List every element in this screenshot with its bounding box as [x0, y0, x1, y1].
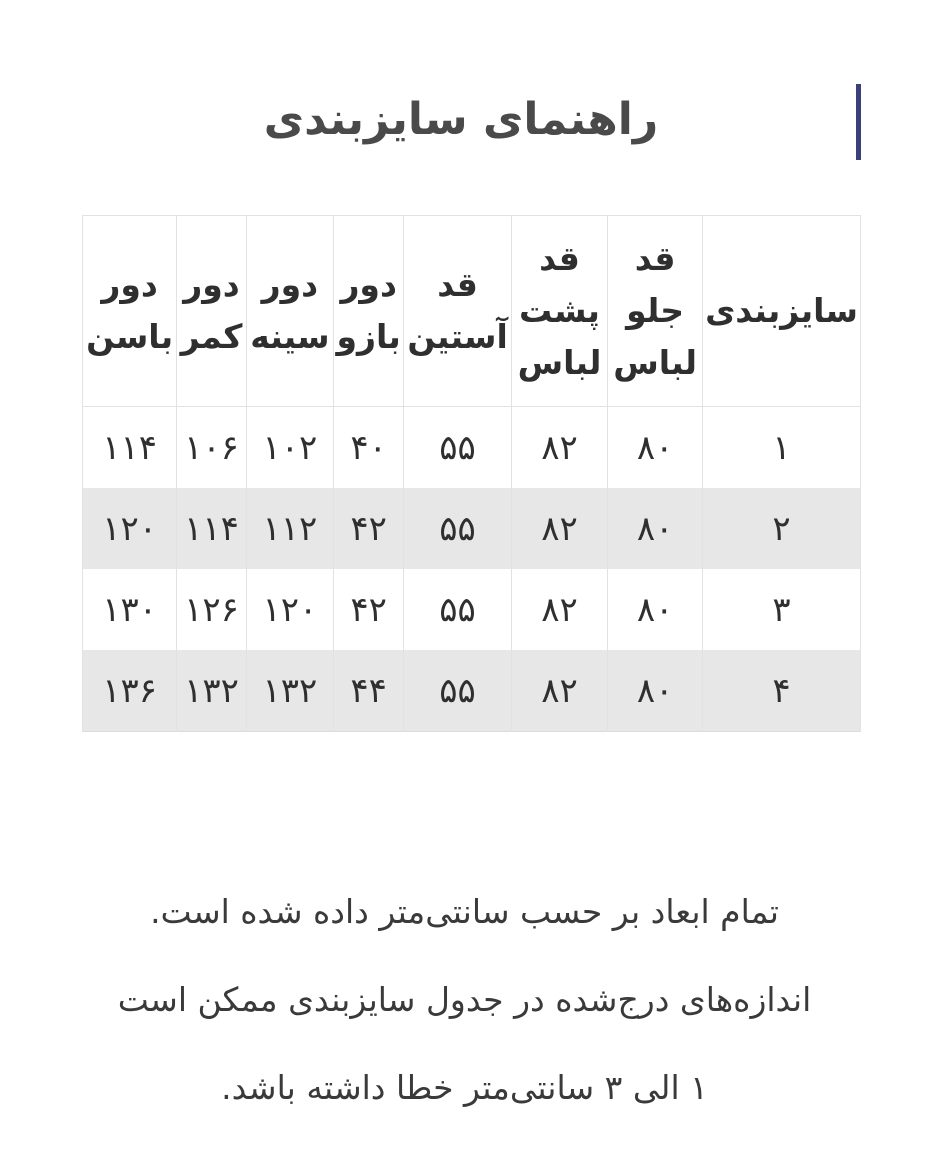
table-cell: ۱۱۴ — [177, 488, 247, 569]
size-chart-table — [82, 215, 861, 732]
column-header-front-length: قد جلو لباس — [608, 216, 703, 407]
column-header-hip-circumference: دور باسن — [83, 216, 177, 407]
column-header-sleeve-length: قد آستین — [404, 216, 512, 407]
table-cell: ۱۲۰ — [83, 488, 177, 569]
table-cell: ۱۳۶ — [83, 650, 177, 732]
table-cell: ۱۰۶ — [177, 407, 247, 489]
table-cell: ۱۱۲ — [246, 488, 333, 569]
note-line: تمام ابعاد بر حسب سانتی‌متر داده شده است. — [150, 892, 779, 931]
table-cell: ۵۵ — [404, 407, 512, 489]
table-cell: ۱۳۰ — [83, 569, 177, 650]
page-title-block — [61, 84, 861, 160]
column-header-size: سایزبندی — [703, 216, 861, 407]
table-cell: ۱ — [703, 407, 861, 489]
table-cell: ۸۰ — [608, 650, 703, 732]
table-cell: ۸۰ — [608, 488, 703, 569]
table-cell: ۴۴ — [334, 650, 404, 732]
table-cell: ۸۰ — [608, 569, 703, 650]
table-row — [83, 650, 861, 732]
table-cell: ۴۲ — [334, 569, 404, 650]
table-cell: ۸۲ — [511, 650, 607, 732]
table-cell: ۸۲ — [511, 569, 607, 650]
table-row — [83, 407, 861, 489]
table-cell: ۵۵ — [404, 488, 512, 569]
table-cell: ۱۰۲ — [246, 407, 333, 489]
table-cell: ۱۱۴ — [83, 407, 177, 489]
table-cell: ۵۵ — [404, 569, 512, 650]
table-cell: ۴۲ — [334, 488, 404, 569]
page-title: راهنمای سایزبندی — [263, 94, 659, 145]
table-cell: ۱۳۲ — [246, 650, 333, 732]
column-header-chest-circumference: دور سینه — [246, 216, 333, 407]
table-cell: ۱۲۰ — [246, 569, 333, 650]
column-header-waist-circumference: دور کمر — [177, 216, 247, 407]
table-cell: ۵۵ — [404, 650, 512, 732]
table-cell: ۲ — [703, 488, 861, 569]
table-row — [83, 569, 861, 650]
column-header-back-length: قد پشت لباس — [511, 216, 607, 407]
table-row — [83, 488, 861, 569]
table-cell: ۱۲۶ — [177, 569, 247, 650]
table-cell: ۸۲ — [511, 488, 607, 569]
table-cell: ۸۰ — [608, 407, 703, 489]
note-line: ۱ الی ۳ سانتی‌متر خطا داشته باشد. — [221, 1068, 708, 1107]
column-header-arm-circumference: دور بازو — [334, 216, 404, 407]
table-header-row — [83, 216, 861, 407]
table-cell: ۳ — [703, 569, 861, 650]
measurement-note — [60, 868, 869, 1132]
table-cell: ۴۰ — [334, 407, 404, 489]
table-cell: ۸۲ — [511, 407, 607, 489]
table-cell: ۴ — [703, 650, 861, 732]
table-cell: ۱۳۲ — [177, 650, 247, 732]
note-line: اندازه‌های درج‌شده در جدول سایزبندی ممکن است — [117, 980, 812, 1019]
